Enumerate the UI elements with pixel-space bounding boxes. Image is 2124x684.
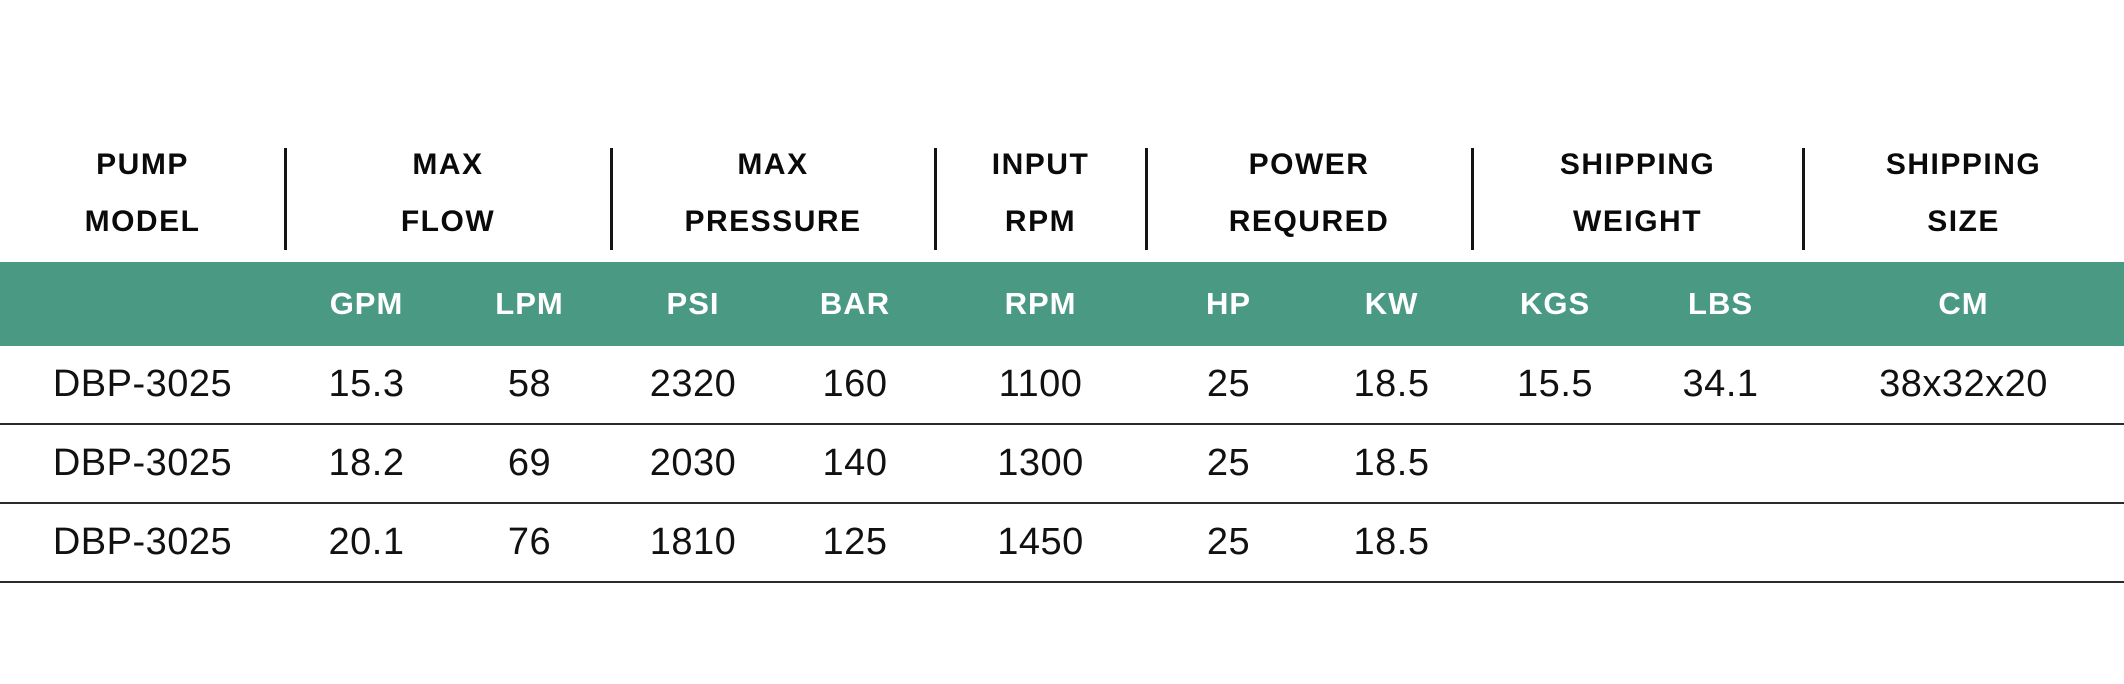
header-line: SHIPPING bbox=[1559, 148, 1716, 181]
header-power-required bbox=[1146, 0, 1472, 262]
table-row bbox=[0, 503, 2124, 582]
cell-lbs bbox=[1638, 424, 1803, 503]
header-line: PUMP bbox=[96, 148, 189, 181]
cell-kw: 18.5 bbox=[1311, 503, 1472, 582]
unit-lpm: LPM bbox=[448, 262, 611, 346]
header-line: INPUT bbox=[991, 148, 1090, 181]
cell-psi: 1810 bbox=[611, 503, 775, 582]
header-line: SHIPPING bbox=[1885, 148, 2042, 181]
group-header-row bbox=[0, 0, 2124, 262]
unit-cm: CM bbox=[1803, 262, 2124, 346]
cell-pump-model: DBP-3025 bbox=[0, 503, 285, 582]
cell-hp: 25 bbox=[1146, 346, 1311, 424]
cell-shipping-size bbox=[1803, 503, 2124, 582]
cell-kw: 18.5 bbox=[1311, 346, 1472, 424]
header-line: RPM bbox=[1004, 205, 1077, 238]
unit-kw: KW bbox=[1311, 262, 1472, 346]
unit-gpm: GPM bbox=[285, 262, 448, 346]
units-row bbox=[0, 262, 2124, 346]
unit-kgs: KGS bbox=[1472, 262, 1638, 346]
unit-hp: HP bbox=[1146, 262, 1311, 346]
cell-bar: 125 bbox=[775, 503, 935, 582]
cell-psi: 2030 bbox=[611, 424, 775, 503]
cell-gpm: 20.1 bbox=[285, 503, 448, 582]
cell-lpm: 69 bbox=[448, 424, 611, 503]
header-line: WEIGHT bbox=[1573, 205, 1703, 238]
header-shipping-size bbox=[1803, 0, 2124, 262]
header-shipping-weight bbox=[1472, 0, 1803, 262]
cell-psi: 2320 bbox=[611, 346, 775, 424]
cell-lpm: 58 bbox=[448, 346, 611, 424]
header-line: REQURED bbox=[1228, 205, 1390, 238]
cell-bar: 140 bbox=[775, 424, 935, 503]
cell-kgs: 15.5 bbox=[1472, 346, 1638, 424]
cell-gpm: 15.3 bbox=[285, 346, 448, 424]
unit-blank bbox=[0, 262, 285, 346]
unit-lbs: LBS bbox=[1638, 262, 1803, 346]
unit-psi: PSI bbox=[611, 262, 775, 346]
cell-bar: 160 bbox=[775, 346, 935, 424]
cell-gpm: 18.2 bbox=[285, 424, 448, 503]
header-line: SIZE bbox=[1927, 205, 2000, 238]
header-line: MAX bbox=[412, 148, 484, 181]
cell-kgs bbox=[1472, 424, 1638, 503]
cell-lpm: 76 bbox=[448, 503, 611, 582]
cell-shipping-size bbox=[1803, 424, 2124, 503]
cell-rpm: 1450 bbox=[935, 503, 1146, 582]
header-line: POWER bbox=[1248, 148, 1370, 181]
header-line: PRESSURE bbox=[684, 205, 862, 238]
header-input-rpm bbox=[935, 0, 1146, 262]
cell-pump-model: DBP-3025 bbox=[0, 346, 285, 424]
header-line: FLOW bbox=[400, 205, 496, 238]
table-row bbox=[0, 424, 2124, 503]
header-pump-model bbox=[0, 0, 285, 262]
cell-rpm: 1100 bbox=[935, 346, 1146, 424]
cell-hp: 25 bbox=[1146, 503, 1311, 582]
header-max-flow bbox=[285, 0, 611, 262]
unit-rpm: RPM bbox=[935, 262, 1146, 346]
header-line: MAX bbox=[737, 148, 809, 181]
cell-shipping-size: 38x32x20 bbox=[1803, 346, 2124, 424]
cell-lbs: 34.1 bbox=[1638, 346, 1803, 424]
cell-kgs bbox=[1472, 503, 1638, 582]
table-row bbox=[0, 346, 2124, 424]
cell-pump-model: DBP-3025 bbox=[0, 424, 285, 503]
cell-hp: 25 bbox=[1146, 424, 1311, 503]
header-line: MODEL bbox=[84, 205, 201, 238]
cell-rpm: 1300 bbox=[935, 424, 1146, 503]
cell-kw: 18.5 bbox=[1311, 424, 1472, 503]
unit-bar: BAR bbox=[775, 262, 935, 346]
header-max-pressure bbox=[611, 0, 935, 262]
cell-lbs bbox=[1638, 503, 1803, 582]
